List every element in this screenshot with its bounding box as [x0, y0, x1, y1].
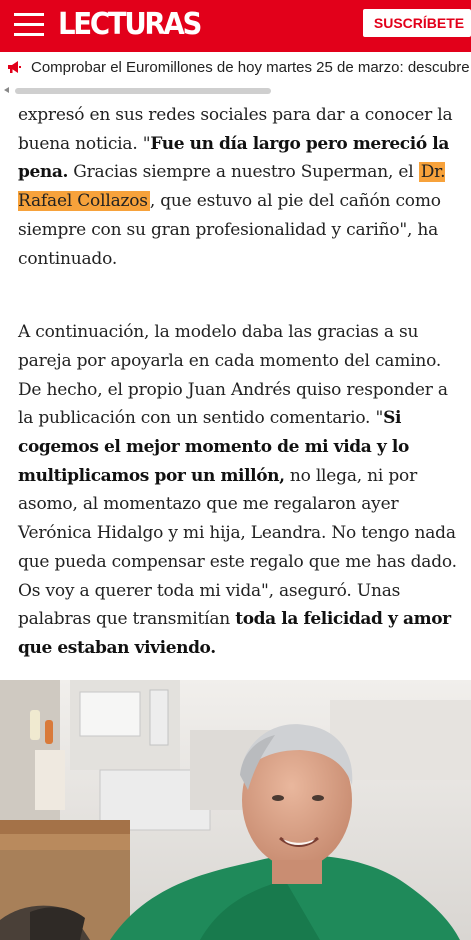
- hospital-photo: [0, 680, 471, 940]
- article-body: [18, 101, 458, 663]
- article-paragraph: [18, 318, 458, 662]
- article-photo: [0, 680, 471, 940]
- paragraph-text: A continuación, la modelo daba las gracias a su pareja por apoyarla en cada momento del camino. De hecho, el propio Juan Andrés quiso responder a la publicación con un sentido comentario. ": [18, 322, 448, 429]
- megaphone-icon: [6, 59, 22, 75]
- bold-quote: Si cogemos el mejor momento de mi vida y lo multiplicamos por un millón,: [18, 408, 409, 486]
- article-paragraph: [18, 101, 458, 273]
- doctor-link[interactable]: Dr. Rafael Collazos: [18, 162, 446, 212]
- site-logo[interactable]: LECTURAS: [58, 7, 201, 42]
- site-header: [0, 0, 471, 52]
- paragraph-text: Gracias siempre a nuestro Superman, el: [68, 162, 419, 183]
- subscribe-button[interactable]: SUSCRÍBETE: [363, 9, 471, 37]
- news-ticker[interactable]: [0, 52, 471, 83]
- menu-icon[interactable]: [14, 13, 44, 37]
- ticker-headline[interactable]: Comprobar el Euromillones de hoy martes 25 de marzo: descubre: [31, 59, 470, 76]
- horizontal-scrollbar[interactable]: [0, 83, 471, 97]
- bold-phrase: toda la felicidad y amor que estaban viviendo.: [18, 609, 451, 658]
- paragraph-text: no llega, ni por asomo, al momentazo que me regalaron ayer Verónica Hidalgo y mi hija, Leandra. No tengo nada que pueda compensar este regalo que me has dado. Os voy a querer toda mi vida", aseguró. Unas palabras que transmitían: [18, 465, 457, 630]
- scrollbar-thumb[interactable]: [15, 88, 271, 94]
- paragraph-text: , que estuvo al pie del cañón como siempre con su gran profesionalidad y cariño", ha continuado.: [18, 191, 441, 269]
- paragraph-text: expresó en sus redes sociales para dar a conocer la buena noticia. ": [18, 105, 453, 154]
- scroll-left-icon[interactable]: [4, 87, 9, 93]
- bold-quote: Fue un día largo pero mereció la pena.: [18, 133, 449, 183]
